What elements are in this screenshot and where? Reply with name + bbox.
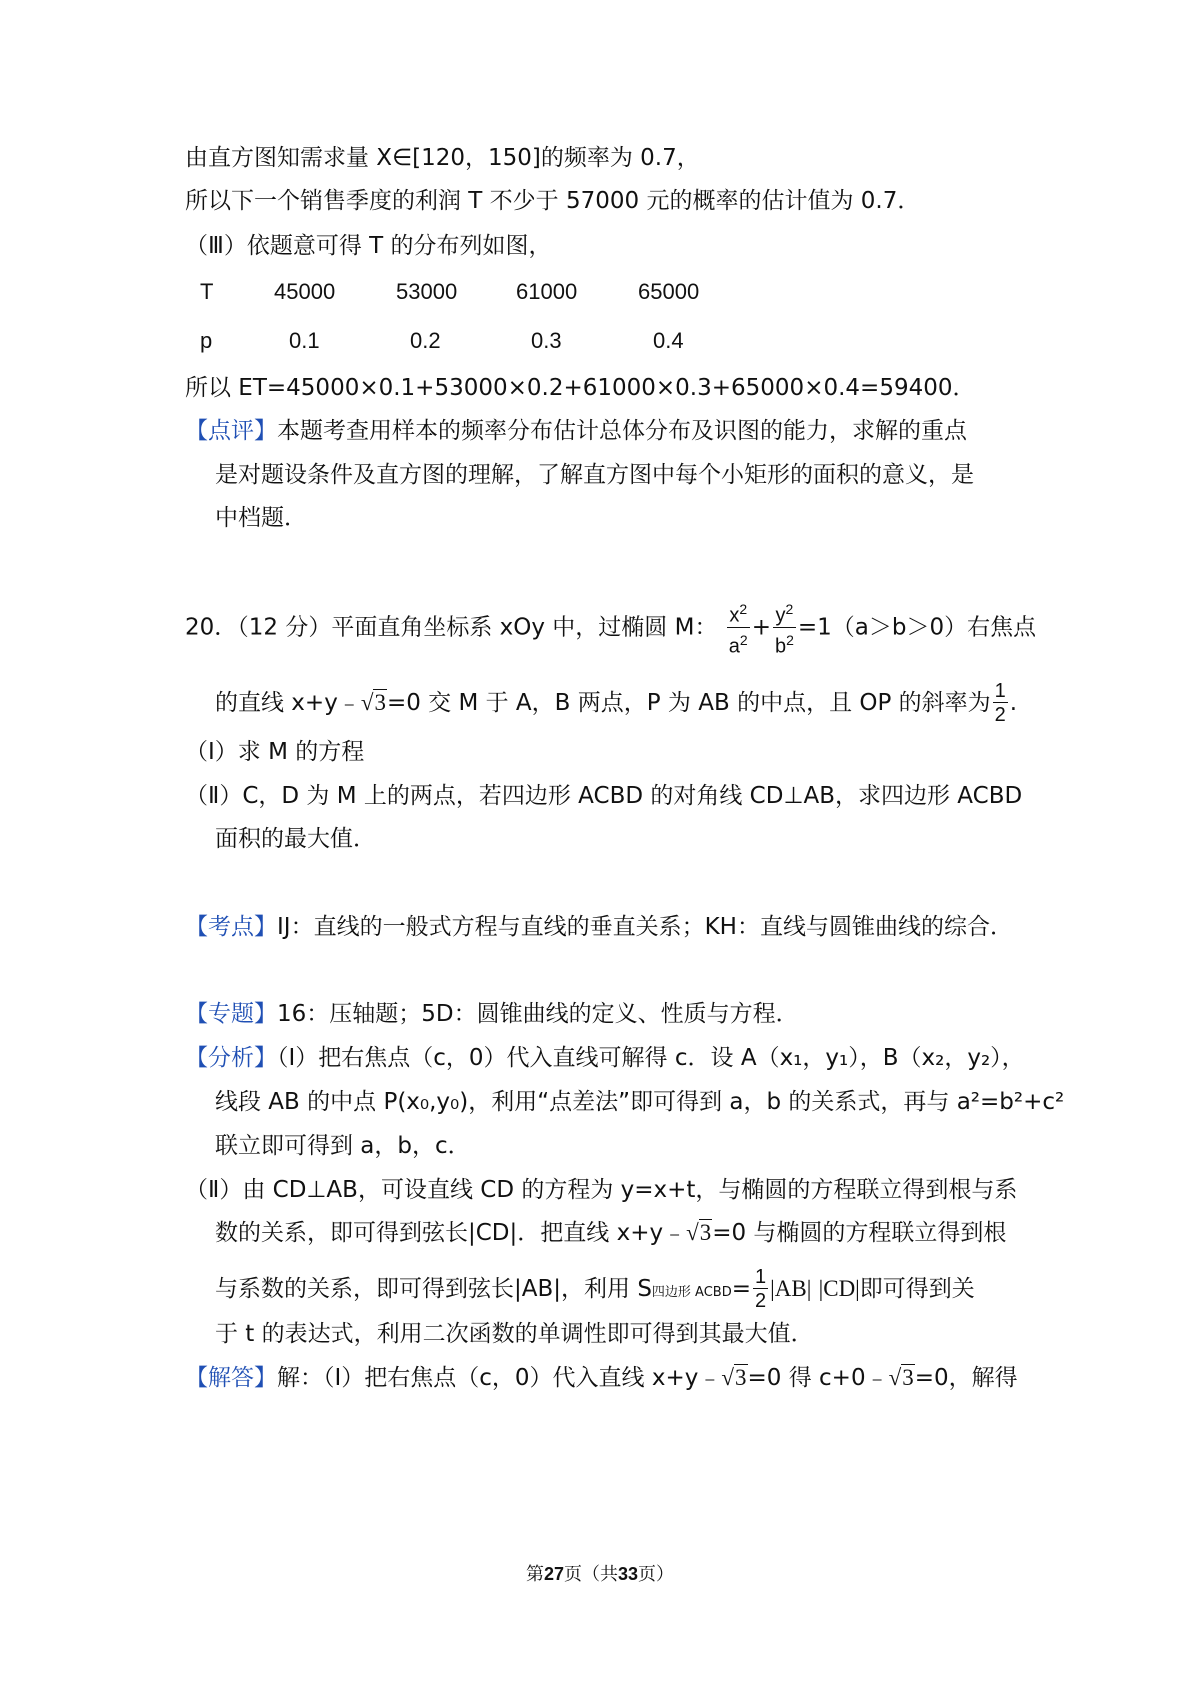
sqrt-3: √3 <box>721 1365 747 1390</box>
table-header-cell: 65000 <box>638 279 700 304</box>
kaodian-line: 【考点】IJ：直线的一般式方程与直线的垂直关系；KH：直线与圆锥曲线的综合． <box>185 914 1013 940</box>
fenxi-line: （Ⅱ）由 CD⊥AB，可设直线 CD 的方程为 y=x+t，与椭圆的方程联立得到根与系 <box>185 1177 1018 1203</box>
question-part-2: （Ⅱ）C，D 为 M 上的两点，若四边形 ACBD 的对角线 CD⊥AB，求四边形 ACBD <box>185 783 1023 809</box>
table-cell: 0.1 <box>289 328 320 353</box>
page-total: 33 <box>618 1564 639 1584</box>
kaodian-tag: 【考点】 <box>185 914 277 940</box>
comment-line <box>185 416 967 446</box>
table-cell: p <box>200 328 213 353</box>
comment-line: 中档题． <box>215 505 307 531</box>
sqrt-3: √3 <box>360 690 386 715</box>
fraction-one-half: $\frac{1}{2}$ <box>994 680 1006 726</box>
fenxi-line: 联立即可得到 a，b，c． <box>215 1133 471 1159</box>
zhuanti-tag: 【专题】 <box>185 1001 277 1027</box>
page-number: 27 <box>543 1564 564 1584</box>
table-cell: 0.2 <box>410 328 441 353</box>
table-header-cell: 61000 <box>516 279 578 304</box>
question-part-1: （Ⅰ）求 M 的方程 <box>185 739 365 765</box>
fraction-one-half: $\frac{1}{2}$ <box>755 1266 767 1312</box>
fenxi-line: 数的关系，即可得到弦长|CD|．把直线 x+y﹣√3=0 与椭圆的方程联立得到根 <box>215 1220 1007 1246</box>
table-header-cell: 53000 <box>396 279 458 304</box>
question-part-2: 面积的最大值． <box>215 826 376 852</box>
comment-line: 是对题设条件及直方图的理解，了解直方图中每个小矩形的面积的意义，是 <box>215 462 974 488</box>
zhuanti-line: 【专题】16：压轴题；5D：圆锥曲线的定义、性质与方程． <box>185 1001 799 1027</box>
fraction-y2-b2: $\frac{y^2}{b^2}$ <box>774 601 794 658</box>
sqrt-3: √3 <box>888 1365 914 1390</box>
text-line: 所以下一个销售季度的利润 T 不少于 57000 元的概率的估计值为 0.7． <box>185 188 921 214</box>
jieda-line: 【解答】解：（Ⅰ）把右焦点（c，0）代入直线 x+y﹣√3=0 得 c+0﹣√3=0，解得 <box>185 1365 1018 1391</box>
fenxi-tag: 【分析】 <box>185 1045 277 1071</box>
expectation-line: 所以 ET=45000×0.1+53000×0.2+61000×0.3+65000×0.4=59400． <box>185 375 976 401</box>
fenxi-line: 于 t 的表达式，利用二次函数的单调性即可得到其最大值． <box>215 1321 814 1347</box>
table-header-cell: 45000 <box>274 279 336 304</box>
question-20-line: 20．（12 分）平面直角坐标系 xOy 中，过椭圆 M： $\frac{x^2}{a^2}$ + $\frac{y^2}{b^2}$ =1（a＞b＞0）右焦点 <box>185 598 1036 658</box>
page-footer: 第27页（共33页） <box>525 1564 675 1584</box>
sqrt-3: √3 <box>686 1220 712 1245</box>
question-text: =1（a＞b＞0）右焦点 <box>797 614 1037 641</box>
comment-tag: 【点评】 <box>185 418 277 444</box>
text-line: 由直方图知需求量 X∈[120，150]的频率为 0.7， <box>185 145 700 171</box>
fenxi-line: 线段 AB 的中点 P(x₀,y₀)，利用“点差法”即可得到 a，b 的关系式，再与 a²=b²+c² <box>215 1089 1065 1115</box>
question-text: 20．（12 分）平面直角坐标系 xOy 中，过椭圆 M： <box>185 614 718 641</box>
text-line: （Ⅲ）依题意可得 T 的分布列如图， <box>185 233 552 259</box>
table-cell: 0.4 <box>653 328 684 353</box>
jieda-tag: 【解答】 <box>185 1365 277 1391</box>
fenxi-line: 【分析】（Ⅰ）把右焦点（c，0）代入直线可解得 c．设 A（x₁，y₁），B（x₂，y₂）， <box>185 1045 1025 1071</box>
comment-text: 本题考查用样本的频率分布估计总体分布及识图的能力，求解的重点 <box>277 418 967 444</box>
table-header-cell: T <box>200 279 214 304</box>
table-cell: 0.3 <box>531 328 562 353</box>
question-20-line: 的直线 x+y﹣√3=0 交 M 于 A，B 两点，P 为 AB 的中点，且 OP 的斜率为 $\frac{1}{2}$ . <box>215 680 1018 726</box>
fenxi-line: 与系数的关系，即可得到弦长|AB|，利用 S四边形 ACBD= $\frac{1}{2}$ |AB| |CD|即可得到关 <box>215 1266 975 1312</box>
fraction-x2-a2: $\frac{x^2}{a^2}$ <box>728 601 748 658</box>
